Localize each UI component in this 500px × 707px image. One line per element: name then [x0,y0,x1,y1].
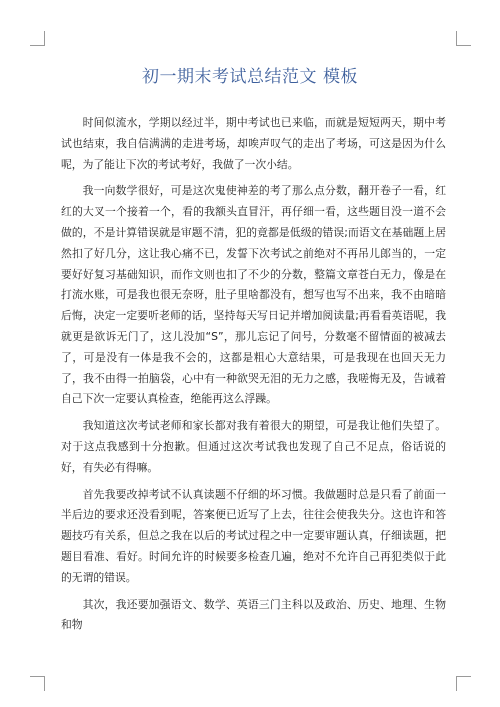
crop-mark-bottom-right [456,676,471,691]
paragraph: 首先我要改掉考试不认真读题不仔细的坏习惯。我做题时总是只看了前面一半后边的要求还没看到呢，答案便已近写了上去，往往会使我失分。这也许和答题技巧有关系，但总之我在以后的考试过程之中一定要审题认真，仔细读题，把题目看准、看好。时间允许的时候要多检查几遍，绝对不允许自己再犯类似于此的无谓的错误。 [61,487,446,584]
paragraph: 其次，我还要加强语文、数学、英语三门主科以及政治、历史、地理、生物和物 [61,597,446,632]
paragraph: 时间似流水，学期以经过半，期中考试也已来临，而就是短短两天，期中考试也结束，我自信满满的走进考场，却唉声叹气的走出了考场，可这是因为什么呢，为了能让下次的考试考好，我做了一次小结。 [61,116,446,171]
document-title: 初一期末考试总结范文 模板 [142,67,358,87]
crop-mark-top-left [30,31,45,46]
paragraph: 我一向数学很好，可是这次鬼使神差的考了那么点分数，翻开卷子一看，红红的大叉一个接着一个，看的我额头直冒汗，再仔细一看，这些题目没一道不会做的，不是计算错误就是审题不清，犯的竟都是低级的错误;而语文在基础题上居然扣了好几分，这让我心痛不已，发誓下次考试之前绝对不再吊儿郎当的，一定要好好复习基础知识，而作文则也扣了不少的分数，整篇文章苍白无力，像是在打流水账，可是我也很无奈呀，肚子里啥都没有，想写也写不出来，我不由暗暗后悔，决定一定要听老师的话，坚持每天写日记并增加阅读量;再看看英语呢，我就更是欲诉无门了，这儿没加“S”，那儿忘记了问号，分数毫不留情面的被减去了，可是没有一体是我不会的，这都是粗心大意结果，可是我现在也回天无力了，我不由得一拍脑袋，心中有一种欲哭无泪的无力之感，我嗟悔无及，告诫着自己下次一定要认真检查，绝能再这么浮躁。 [61,184,446,406]
crop-mark-bottom-left [30,676,45,691]
document-body [61,113,446,636]
crop-mark-top-right [456,31,471,46]
paragraph: 我知道这次考试老师和家长都对我有着很大的期望，可是我让他们失望了。对于这点我感到十分抱歉。但通过这次考试我也发现了自己不足点，俗话说的好，有失必有得嘛。 [61,419,446,474]
